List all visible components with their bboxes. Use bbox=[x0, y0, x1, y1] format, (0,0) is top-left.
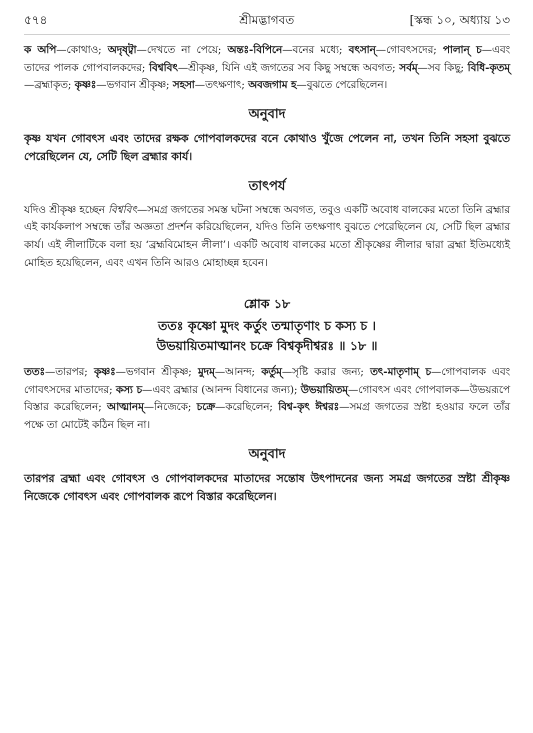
gloss-text: —তারপর; bbox=[44, 366, 94, 379]
sanskrit-term: কৃষ্ণঃ bbox=[93, 366, 116, 379]
translation-2-heading: অনুবাদ bbox=[248, 446, 286, 462]
gloss-text: —তৎক্ষণাৎ; bbox=[194, 79, 249, 92]
sanskrit-term: ক bbox=[24, 44, 32, 56]
verse-line-2: উভয়ায়িতমাত্মানং চক্রে বিশ্বকৃদীশ্বরঃ ॥ ১৮ ॥ bbox=[156, 338, 378, 354]
gloss-text: যদিও শ্রীকৃষ্ণ হচ্ছেন bbox=[24, 203, 109, 216]
book-page bbox=[24, 12, 510, 507]
word-for-word-1 bbox=[24, 42, 510, 95]
gloss-text: বিশ্ববিৎ bbox=[108, 203, 137, 216]
gloss-text: —কোথাও; bbox=[56, 44, 108, 56]
gloss-text: —এবং তাদের পালক গোপবালকদের; bbox=[24, 44, 511, 74]
verse-number: শ্লোক ১৮ bbox=[243, 296, 291, 312]
gloss-text: —নিজেকে; bbox=[143, 401, 197, 414]
gloss-text: —সমগ্র জগতের সমস্ত ঘটনা সম্বন্ধে অবগত, তবুও একটি অবোধ বালকের মতো তিনি ব্রহ্মার এই কার্যকলাপ সম্বন্ধে তাঁর অজ্ঞতা প্রদর্শন করিয়েছিলেন, যদিও তিনি তৎক্ষণাৎ বুঝতে পেরেছিলেন যে, সেটি ছিল ব্রহ্মার কার্য। এই লীলাটিকে বলা হয় ‘ব্রহ্মবিমোহন লীলা’। একটি অবোধ বালকের মতো শ্রীকৃষ্ণের লীলার দ্বারা ব্রহ্মা ইতিমধ্যেই মোহিত হয়েছিলেন, এবং এখন তিনি আরও মোহাচ্ছন্ন হবেন। bbox=[24, 203, 510, 269]
sanskrit-term: পালান্ চ bbox=[442, 44, 482, 56]
sanskrit-term: সর্বম্ bbox=[399, 61, 418, 74]
gloss-text: —সমগ্র জগতের স্রষ্টা হওয়ার ফলে তাঁর পক্ষে তা মোটেই কঠিন ছিল না। bbox=[24, 401, 511, 431]
sanskrit-term: বিশ্ববিৎ bbox=[149, 61, 178, 74]
sanskrit-term: অদৃষ্ট্বা bbox=[107, 44, 137, 56]
purport-text bbox=[24, 202, 510, 272]
gloss-text: —করেছিলেন; bbox=[214, 401, 279, 414]
sanskrit-term: অপি bbox=[37, 44, 57, 56]
gloss-text: —দেখতে না পেয়ে; bbox=[136, 44, 228, 56]
sanskrit-term: অন্তঃ-বিপিনে bbox=[227, 44, 283, 56]
purport-heading: তাৎপর্য bbox=[248, 178, 286, 194]
sanskrit-term: বিধি-কৃতম্ bbox=[467, 61, 510, 74]
sanskrit-term: ততঃ bbox=[24, 366, 45, 379]
sanskrit-term: তৎ-মাতৃণাম্ চ bbox=[370, 366, 432, 379]
gloss-text: —গোপবালক এবং গোবৎসদের মাতাদের; bbox=[24, 366, 511, 396]
sanskrit-term: সহসা bbox=[172, 79, 195, 92]
sanskrit-term: বিশ্ব-কৃৎ ঈশ্বরঃ bbox=[278, 401, 340, 414]
gloss-text: —গোবৎসদের; bbox=[375, 44, 443, 56]
sanskrit-term: কৃষ্ণঃ bbox=[74, 79, 97, 92]
gloss-text: —সব কিছু; bbox=[417, 61, 468, 74]
gloss-text: —ভগবান শ্রীকৃষ্ণ; bbox=[115, 366, 198, 379]
sanskrit-term: চক্রে bbox=[196, 401, 215, 414]
gloss-text: —বনের মধ্যে; bbox=[282, 44, 349, 56]
running-header bbox=[24, 12, 510, 35]
sanskrit-term: কর্তুম্ bbox=[261, 366, 282, 379]
sanskrit-term: অবজগাম হ bbox=[248, 79, 297, 92]
gloss-text: —বুঝতে পেরেছিলেন। bbox=[296, 79, 388, 92]
translation-1-heading: অনুবাদ bbox=[248, 106, 286, 122]
verse-line-1: ততঃ কৃষ্ণো মুদং কর্তুং তন্মাতৃণাং চ কস্য চ । bbox=[158, 318, 376, 334]
chapter-reference: [স্কন্ধ ১০, অধ্যায় ১৩ bbox=[409, 13, 510, 27]
gloss-text: —আনন্দ; bbox=[214, 366, 262, 379]
gloss-text: —গোবৎস এবং গোপবালক—উভয়রূপে বিস্তার করেছিলেন; bbox=[24, 383, 510, 414]
gloss-text: —ভগবান শ্রীকৃষ্ণ; bbox=[96, 79, 173, 92]
gloss-text: —সৃষ্টি করার জন্য; bbox=[281, 366, 371, 379]
sanskrit-term: বৎসান্ bbox=[348, 44, 376, 56]
sanskrit-term: উভয়ায়িতম্ bbox=[300, 383, 348, 396]
book-title: শ্রীমদ্ভাগবত bbox=[239, 13, 295, 27]
gloss-text: —ব্রহ্মাকৃত; bbox=[24, 79, 75, 92]
gloss-text: —শ্রীকৃষ্ণ, যিনি এই জগতের সব কিছু সম্বন্ধে অবগত; bbox=[177, 61, 400, 74]
sanskrit-term: কস্য চ bbox=[115, 383, 143, 396]
gloss-text: —এবং ব্রহ্মার (আনন্দ বিধানের জন্য); bbox=[142, 383, 301, 396]
page-number: ৫৭৪ bbox=[24, 13, 48, 27]
translation-2: তারপর ব্রহ্মা এবং গোবৎস ও গোপবালকদের মাতাদের সন্তোষ উৎপাদনের জন্য সমগ্র জগতের স্রষ্টা শ্রীকৃষ্ণ নিজেকে গোবৎস এবং গোপবালক রূপে বিস্তার করেছিলেন। bbox=[24, 471, 510, 504]
word-for-word-2 bbox=[24, 364, 510, 434]
translation-1: কৃষ্ণ যখন গোবৎস এবং তাদের রক্ষক গোপবালকদের বনে কোথাও খুঁজে পেলেন না, তখন তিনি সহসা বুঝতে পেরেছিলেন যে, সেটি ছিল ব্রহ্মার কার্য। bbox=[24, 131, 510, 164]
sanskrit-term: মুদম্ bbox=[197, 366, 215, 379]
sanskrit-term: আত্মানম্ bbox=[107, 401, 144, 414]
